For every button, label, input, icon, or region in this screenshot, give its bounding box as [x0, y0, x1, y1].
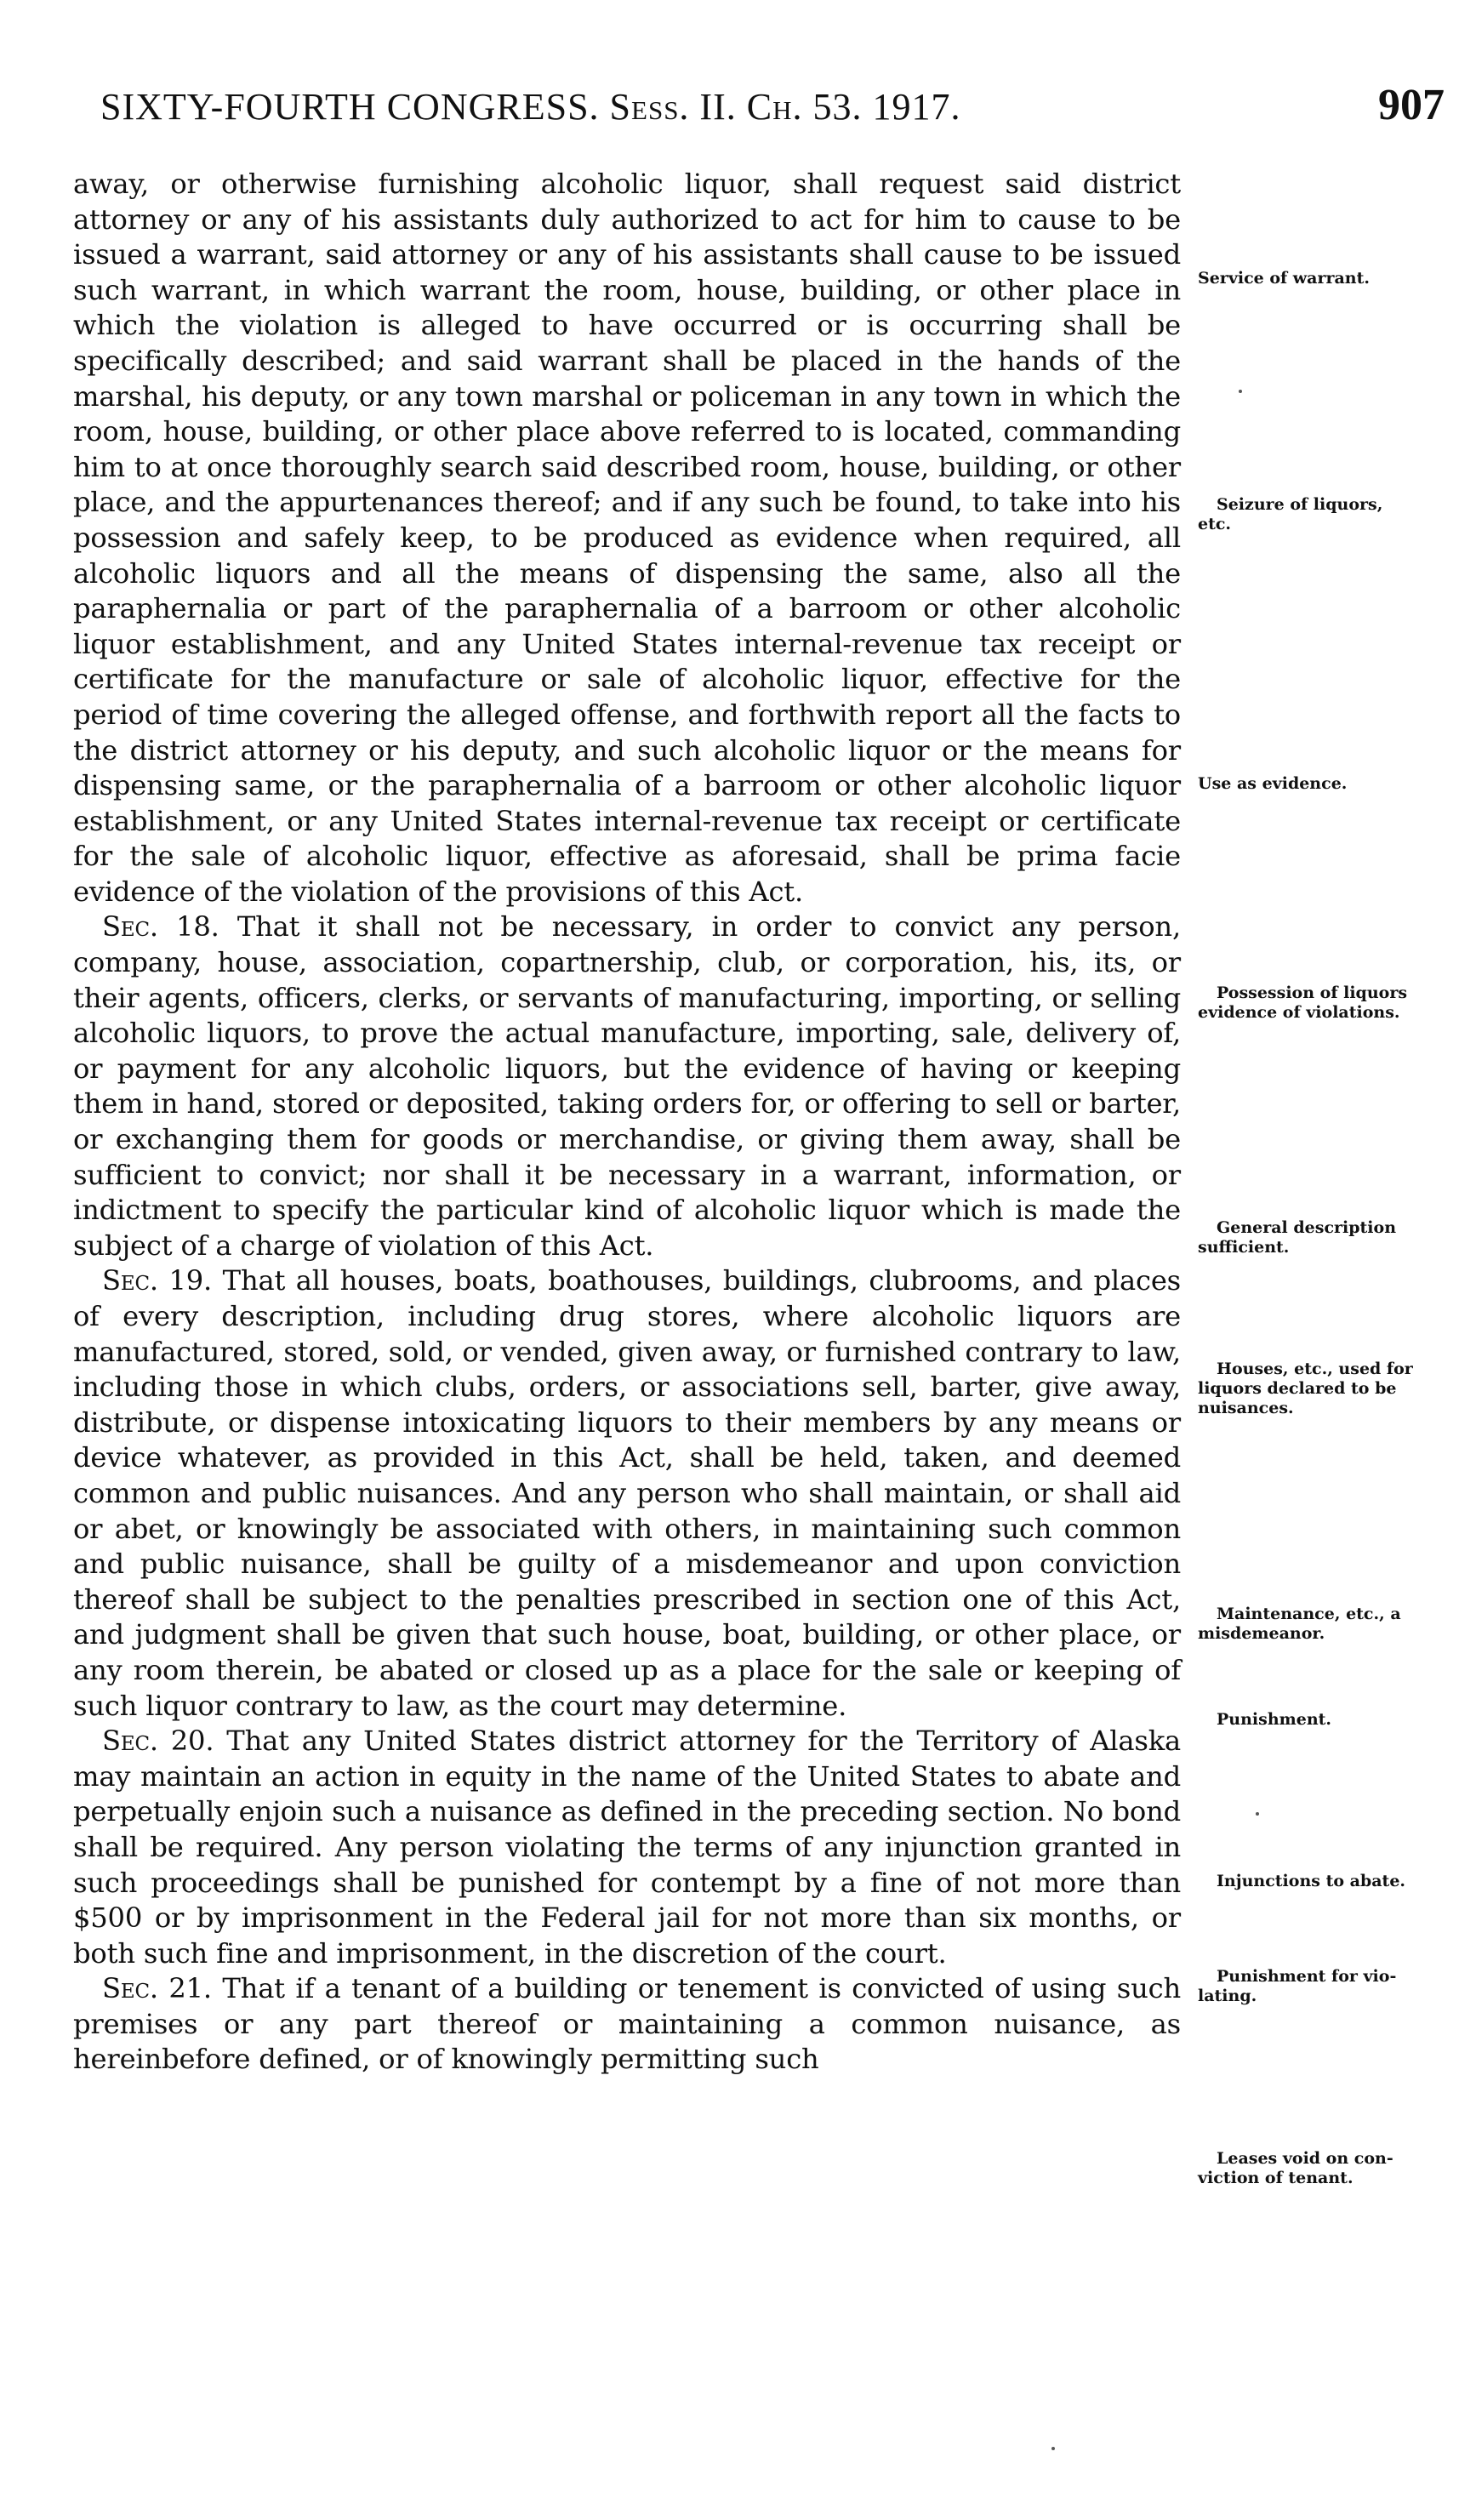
margin-note-text: Maintenance, etc., a	[1217, 1605, 1401, 1623]
page-header	[100, 81, 1445, 145]
section-19-text: That all houses, boats, boathouses, buildings, clubrooms, and places of every description, including drug stores, where alcoholic liquors are manufactured, stored, sold, or vended, given away, or furnished contrary to law, including those in which clubs, orders, or associations sell, barter, give away, distribute, or dispense intoxicating liquors to their members by any means or device whatever, as provided in this Act, shall be held, taken, and deemed common and public nuisances. And any person who shall maintain, or shall aid or abet, or knowingly be associated with others, in maintaining such common and public nuisance, shall be guilty of a misdemeanor and upon conviction thereof shall be subject to the penalties prescribed in section one of this Act, and judgment shall be given that such house, boat, building, or other place, or any room therein, be abated or closed up as a place for the sale or keeping of such liquor contrary to law, as the court may determine.	[73, 1264, 1181, 1722]
running-head-chapter: Ch. 53.	[746, 86, 863, 128]
print-speck	[1256, 1812, 1259, 1816]
margin-note-text: nuisances.	[1198, 1399, 1294, 1417]
margin-note-text: Punishment.	[1217, 1710, 1332, 1729]
section-19-label: Sec. 19.	[102, 1264, 213, 1297]
margin-note-text: lating.	[1198, 1987, 1257, 2005]
margin-note-leases-void	[1198, 2149, 1453, 2188]
margin-note-punishment-violating	[1198, 1967, 1453, 2006]
margin-note-text: viction of tenant.	[1198, 2169, 1353, 2187]
margin-note-houses-nuisances	[1198, 1360, 1453, 1418]
section-21-label: Sec. 21.	[102, 1972, 212, 2005]
margin-note-service-of-warrant	[1198, 269, 1453, 288]
margin-note-text: Leases void on con-	[1217, 2149, 1393, 2168]
margin-note-text: evidence of violations.	[1198, 1003, 1400, 1022]
section-18-text: That it shall not be necessary, in order to convict any person, company, house, association, copartnership, club, or corporation, his, its, or their agents, officers, clerks, or servants of manufacturing, importing, or selling alcoholic liquors, to prove the actual manufacture, importing, sale, delivery of, or payment for any alcoholic liquors, but the evidence of having or keeping them in hand, stored or deposited, taking orders for, or offering to sell or barter, or exchanging them for goods or merchandise, or giving them away, shall be sufficient to convict; nor shall it be necessary in a warrant, information, or indictment to specify the particular kind of alcoholic liquor which is made the subject of a charge of violation of this Act.	[73, 910, 1181, 1262]
section-19	[73, 1263, 1181, 1724]
main-text	[73, 167, 1181, 2078]
section-18-label: Sec. 18.	[102, 910, 219, 944]
margin-note-punishment	[1198, 1710, 1453, 1730]
margin-note-seizure-of-liquors	[1198, 495, 1453, 534]
page-number: 907	[1378, 81, 1445, 129]
margin-note-general-description	[1198, 1218, 1453, 1257]
margin-note-text: Service of warrant.	[1198, 269, 1371, 288]
section-20-text: That any United States district attorney for the Territory of Alaska may maintain an action in equity in the name of the United States to abate and perpetually enjoin such a nuisance as defined in the preceding section. No bond shall be required. Any person violating the terms of any injunction granted in such proceedings shall be punished for contempt by a fine of not more than $500 or by imprisonment in the Federal jail for not more than six months, or both such fine and imprisonment, in the discretion of the court.	[73, 1725, 1181, 1970]
section-21	[73, 1971, 1181, 2078]
margin-note-text: Use as evidence.	[1198, 774, 1348, 793]
section-20-label: Sec. 20.	[102, 1725, 214, 1758]
margin-note-text: Seizure of liquors,	[1217, 495, 1383, 514]
margin-note-maintenance-misdemeanor	[1198, 1605, 1453, 1644]
margin-note-injunctions	[1198, 1872, 1453, 1891]
running-head-year: 1917.	[872, 86, 961, 128]
margin-note-possession-evidence	[1198, 983, 1453, 1023]
margin-note-text: misdemeanor.	[1198, 1624, 1325, 1643]
margin-note-text: etc.	[1198, 515, 1232, 533]
section-20	[73, 1724, 1181, 1971]
margin-note-text: Injunctions to abate.	[1217, 1872, 1406, 1890]
margin-note-text: Possession of liquors	[1217, 983, 1408, 1002]
print-speck	[1051, 2447, 1055, 2450]
margin-note-text: sufficient.	[1198, 1238, 1290, 1257]
margin-note-text: liquors declared to be	[1198, 1379, 1397, 1398]
print-speck	[1239, 390, 1242, 393]
running-head-congress: SIXTY-FOURTH CONGRESS.	[100, 86, 600, 128]
running-head-session: Sess. II.	[609, 86, 737, 128]
paragraph-continued: away, or otherwise furnishing alcoholic liquor, shall request said district attorney or any of his assistants duly authorized to act for him to cause to be issued a warrant, said attorney or any of his assistants shall cause to be issued such warrant, in which warrant the room, house, building, or other place in which the violation is alleged to have occurred or is occurring shall be specifically described; and said warrant shall be placed in the hands of the marshal, his deputy, or any town marshal or policeman in any town in which the room, house, building, or other place above referred to is located, commanding him to at once thoroughly search said described room, house, building, or other place, and the appurtenances thereof; and if any such be found, to take into his possession and safely keep, to be produced as evidence when required, all alcoholic liquors and all the means of dispensing the same, also all the paraphernalia or part of the paraphernalia of a barroom or other alcoholic liquor establishment, and any United States internal-revenue tax receipt or certificate for the manufacture or sale of alcoholic liquor, effective for the period of time covering the alleged offense, and forthwith report all the facts to the district attorney or his deputy, and such alcoholic liquor or the means for dispensing same, or the paraphernalia of a barroom or other alcoholic liquor establishment, or any United States internal-revenue tax receipt or certificate for the sale of alcoholic liquor, effective as aforesaid, shall be prima facie evidence of the violation of the provisions of this Act.	[73, 168, 1181, 908]
running-head	[100, 85, 961, 128]
margin-note-text: General description	[1217, 1218, 1397, 1237]
section-21-text: That if a tenant of a building or tenement is convicted of using such premises or any part thereof or maintaining a common nuisance, as hereinbefore defined, or of knowingly permitting such	[73, 1972, 1181, 2076]
margin-note-use-as-evidence	[1198, 774, 1453, 794]
margin-note-text: Punishment for vio-	[1217, 1967, 1397, 1986]
section-18	[73, 909, 1181, 1263]
margin-note-text: Houses, etc., used for	[1217, 1360, 1413, 1378]
